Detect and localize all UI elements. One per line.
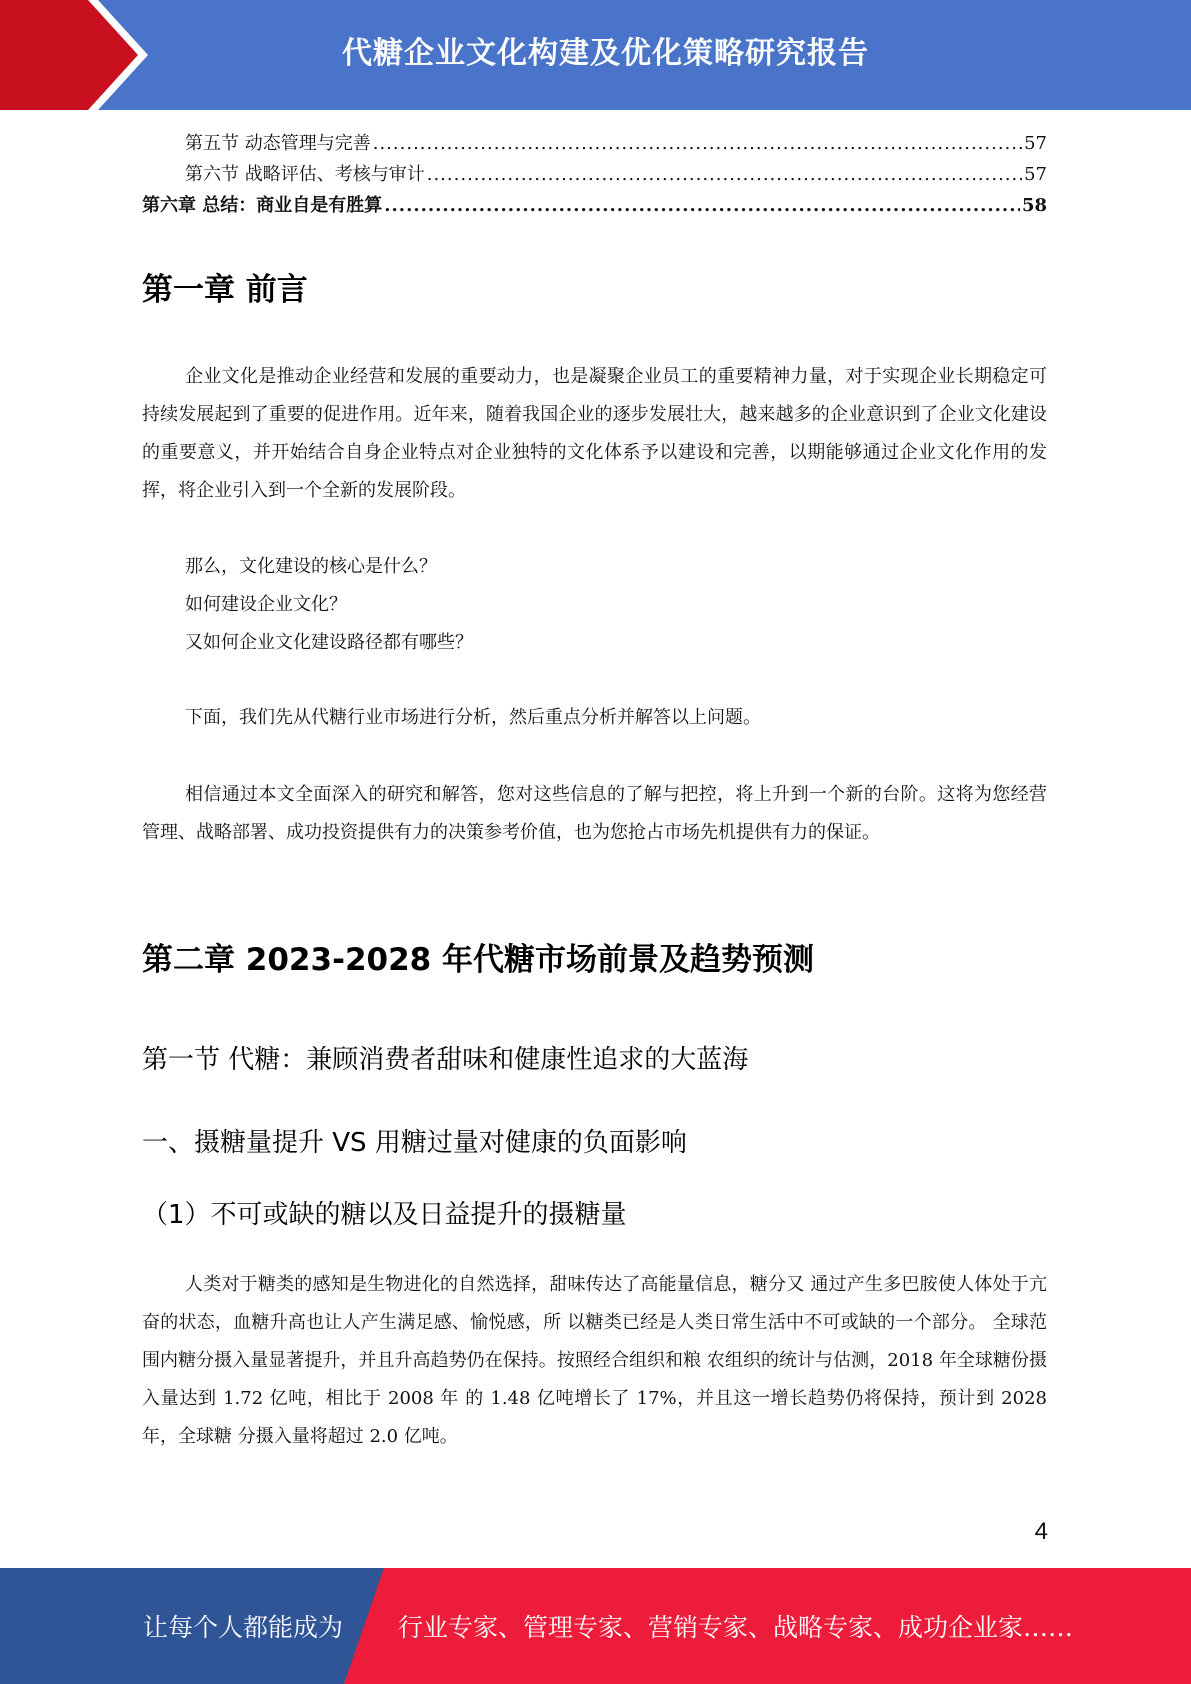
chapter-1-heading: 第一章 前言 xyxy=(142,272,308,308)
table-of-contents xyxy=(142,128,1047,221)
toc-entry[interactable] xyxy=(142,190,1047,221)
footer-slogan-left: 让每个人都能成为 xyxy=(143,1613,344,1642)
chapter-1-paragraph: 下面，我们先从代糖行业市场进行分析，然后重点分析并解答以上问题。 xyxy=(185,707,761,728)
chapter-1-paragraph: 企业文化是推动企业经营和发展的重要动力，也是凝聚企业员工的重要精神力量，对于实现企业长期稳定可持续发展起到了重要的促进作用。近年来，随着我国企业的逐步发展壮大，越来越多的企业意识到了企业文化建设的重要意义，并开始结合自身企业特点对企业独特的文化体系予以建设和完善，以期能够通过企业文化作用的发挥，将企业引入到一个全新的发展阶段。 xyxy=(142,366,1047,501)
toc-entry[interactable] xyxy=(142,128,1047,159)
toc-leader-dots xyxy=(373,128,1022,159)
toc-entry-page: 57 xyxy=(1024,164,1047,185)
toc-leader-dots xyxy=(384,190,1020,221)
toc-entry[interactable] xyxy=(142,159,1047,190)
toc-entry-title: 第六节 战略评估、考核与审计 xyxy=(185,164,425,185)
footer-slogan-right: 行业专家、管理专家、营销专家、战略专家、成功企业家…… xyxy=(398,1613,1074,1642)
page-header xyxy=(0,0,1191,110)
page-number: 4 xyxy=(1034,1518,1048,1545)
toc-entry-page: 58 xyxy=(1021,195,1047,216)
toc-entry-title: 第六章 总结：商业自是有胜算 xyxy=(142,195,383,216)
question-line: 那么，文化建设的核心是什么？ xyxy=(185,556,437,577)
report-title: 代糖企业文化构建及优化策略研究报告 xyxy=(342,36,869,71)
question-line: 又如何企业文化建设路径都有哪些？ xyxy=(185,632,473,653)
page-footer xyxy=(0,1568,1191,1684)
chapter-2-heading: 第二章 2023-2028 年代糖市场前景及趋势预测 xyxy=(142,942,815,978)
question-line: 如何建设企业文化？ xyxy=(185,594,347,615)
section-heading: 第一节 代糖：兼顾消费者甜味和健康性追求的大蓝海 xyxy=(142,1045,749,1075)
toc-entry-page: 57 xyxy=(1024,133,1047,154)
toc-leader-dots xyxy=(427,159,1022,190)
chapter-1-paragraph: 相信通过本文全面深入的研究和解答，您对这些信息的了解与把控，将上升到一个新的台阶。这将为您经营管理、战略部署、成功投资提供有力的决策参考价值，也为您抢占市场先机提供有力的保证。 xyxy=(142,784,1047,843)
subsubsection-heading: （1）不可或缺的糖以及日益提升的摄糖量 xyxy=(142,1200,627,1230)
subsection-heading: 一、摄糖量提升 VS 用糖过量对健康的负面影响 xyxy=(142,1128,687,1158)
toc-entry-title: 第五节 动态管理与完善 xyxy=(185,133,371,154)
chapter-2-paragraph: 人类对于糖类的感知是生物进化的自然选择，甜味传达了高能量信息，糖分又 通过产生多巴胺使人体处于亢奋的状态，血糖升高也让人产生满足感、愉悦感，所 以糖类已经是人类日常生活中不可或缺的一个部分。 全球范围内糖分摄入量显著提升，并且升高趋势仍在保持。按照经合组织和粮 农组织的统计与估测，2018 年全球糖份摄入量达到 1.72 亿吨，相比于 2008 年 的 1.48 亿吨增长了 17%，并且这一增长趋势仍将保持，预计到 2028 年，全球糖 分摄入量将超过 2.0 亿吨。 xyxy=(142,1274,1047,1447)
